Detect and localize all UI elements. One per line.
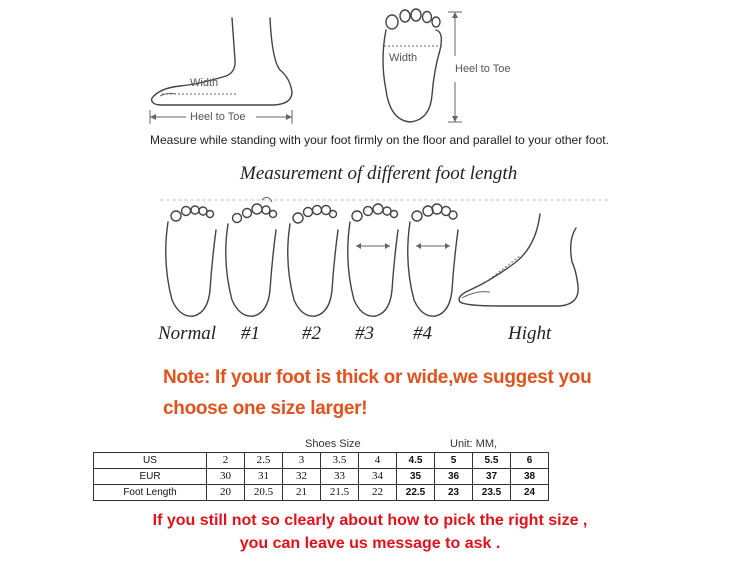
table-cell: 6 (511, 453, 549, 469)
table-cell: 5 (435, 453, 473, 469)
contact-message-line-2: you can leave us message to ask . (239, 535, 501, 552)
foot-type-1-icon (226, 197, 277, 316)
table-row (94, 453, 549, 469)
table-cell: 35 (397, 469, 435, 485)
side-width-label: Width (190, 77, 219, 89)
foot-label-4: #4 (413, 323, 432, 344)
table-cell: 3 (283, 453, 321, 469)
table-row (94, 485, 549, 501)
size-note-line-1: Note: If your foot is thick or wide,we suggest you (163, 367, 592, 388)
foot-type-3-icon (348, 204, 398, 316)
table-row (94, 469, 549, 485)
table-cell: 21.5 (321, 485, 359, 501)
foot-label-3: #3 (355, 323, 374, 344)
table-cell: 2 (207, 453, 245, 469)
foot-length-title: Measurement of different foot length (240, 163, 518, 184)
row-label-foot-length: Foot Length (94, 485, 207, 501)
table-cell: 22.5 (397, 485, 435, 501)
table-cell: 21 (283, 485, 321, 501)
table-cell: 5.5 (473, 453, 511, 469)
table-cell: 4.5 (397, 453, 435, 469)
foot-label-hight: Hight (508, 323, 552, 344)
foot-label-normal: Normal (158, 323, 217, 344)
table-cell: 38 (511, 469, 549, 485)
row-label-eur: EUR (94, 469, 207, 485)
size-note-line-2: choose one size larger! (163, 398, 368, 419)
table-cell: 4 (359, 453, 397, 469)
foot-label-2: #2 (302, 323, 321, 344)
table-cell: 3.5 (321, 453, 359, 469)
table-cell: 23 (435, 485, 473, 501)
table-cell: 31 (245, 469, 283, 485)
table-cell: 20.5 (245, 485, 283, 501)
contact-message-line-1: If you still not so clearly about how to pick the right size , (152, 512, 588, 529)
table-cell: 22 (359, 485, 397, 501)
foot-type-4-icon (408, 204, 458, 316)
table-cell: 23.5 (473, 485, 511, 501)
table-cell: 33 (321, 469, 359, 485)
foot-type-2-icon (288, 206, 338, 317)
table-cell: 20 (207, 485, 245, 501)
table-cell: 2.5 (245, 453, 283, 469)
side-heel-to-toe-label: Heel to Toe (190, 111, 246, 123)
table-cell: 32 (283, 469, 321, 485)
size-chart-unit: Unit: MM, (450, 438, 498, 450)
table-cell: 36 (435, 469, 473, 485)
table-cell: 24 (511, 485, 549, 501)
measure-instruction: Measure while standing with your foot firmly on the floor and parallel to your other foot. (150, 133, 609, 147)
row-label-us: US (94, 453, 207, 469)
table-cell: 34 (359, 469, 397, 485)
table-cell: 30 (207, 469, 245, 485)
foot-high-instep-icon (459, 214, 578, 306)
foot-normal-icon (166, 206, 216, 316)
size-chart-caption: Shoes Size (305, 438, 361, 450)
size-chart-table (93, 452, 549, 501)
top-width-label: Width (389, 52, 418, 64)
table-cell: 37 (473, 469, 511, 485)
foot-label-1: #1 (241, 323, 260, 344)
top-heel-to-toe-label: Heel to Toe (455, 63, 511, 75)
